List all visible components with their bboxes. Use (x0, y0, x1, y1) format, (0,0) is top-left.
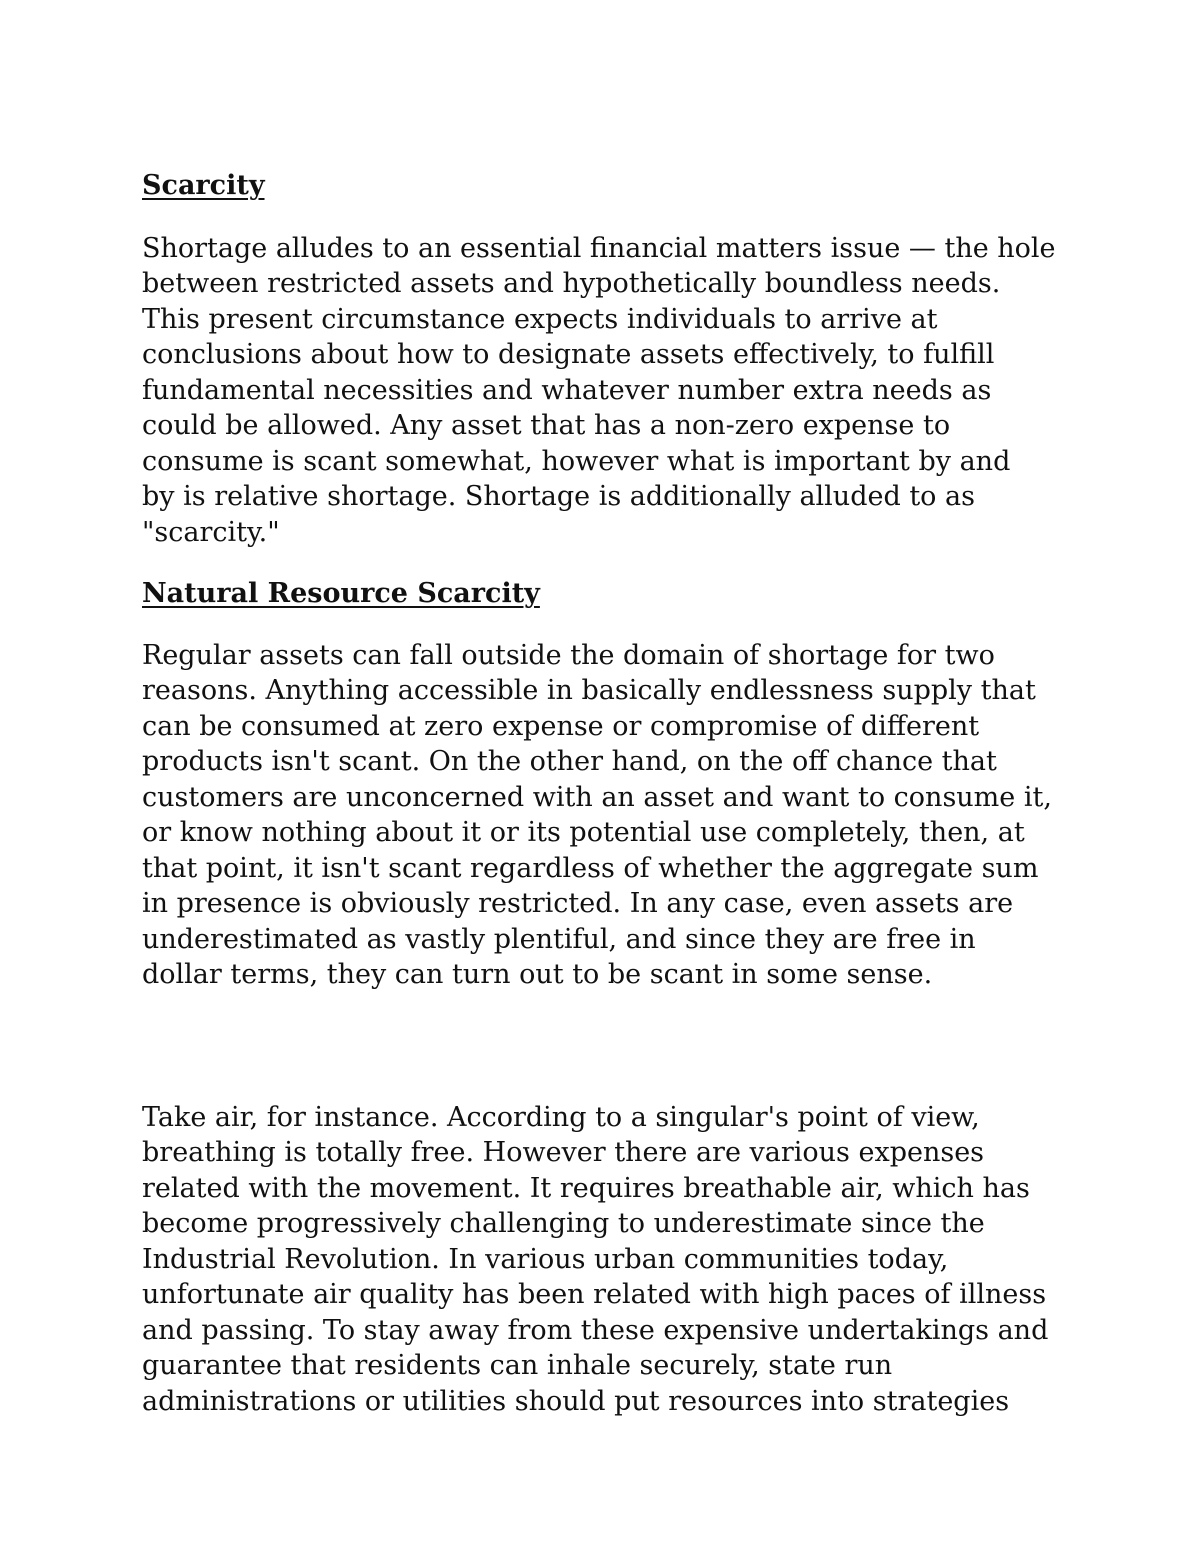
paragraph-scarcity: Shortage alludes to an essential financial matters issue — the hole between restricted assets and hypothetically boundless needs. This present circumstance expects individuals to arrive at conclusions about how to designate assets effectively, to fulfill fundamental necessities and whatever number extra needs as could be allowed. Any asset that has a non-zero expense to consume is scant somewhat, however what is important by and by is relative shortage. Shortage is additionally alluded to as "scarcity." (142, 232, 1056, 548)
section-heading-natural-resource-scarcity: Natural Resource Scarcity (142, 578, 540, 609)
section-heading-scarcity: Scarcity (142, 170, 265, 201)
paragraph-natural-resource-scarcity: Regular assets can fall outside the domain of shortage for two reasons. Anything accessible in basically endlessness supply that can be consumed at zero expense or compromise of different products isn't scant. On the other hand, on the off chance that customers are unconcerned with an asset and want to consume it, or know nothing about it or its potential use completely, then, at that point, it isn't scant regardless of whether the aggregate sum in presence is obviously restricted. In any case, even assets are underestimated as vastly plentiful, and since they are free in dollar terms, they can turn out to be scant in some sense. (142, 639, 1052, 990)
paragraph-air-example: Take air, for instance. According to a singular's point of view, breathing is totally free. However there are various expenses related with the movement. It requires breathable air, which has become progressively challenging to underestimate since the Industrial Revolution. In various urban communities today, unfortunate air quality has been related with high paces of illness and passing. To stay away from these expensive undertakings and guarantee that residents can inhale securely, state run administrations or utilities should put resources into strategies (142, 1101, 1049, 1417)
document-body (142, 168, 1072, 1419)
